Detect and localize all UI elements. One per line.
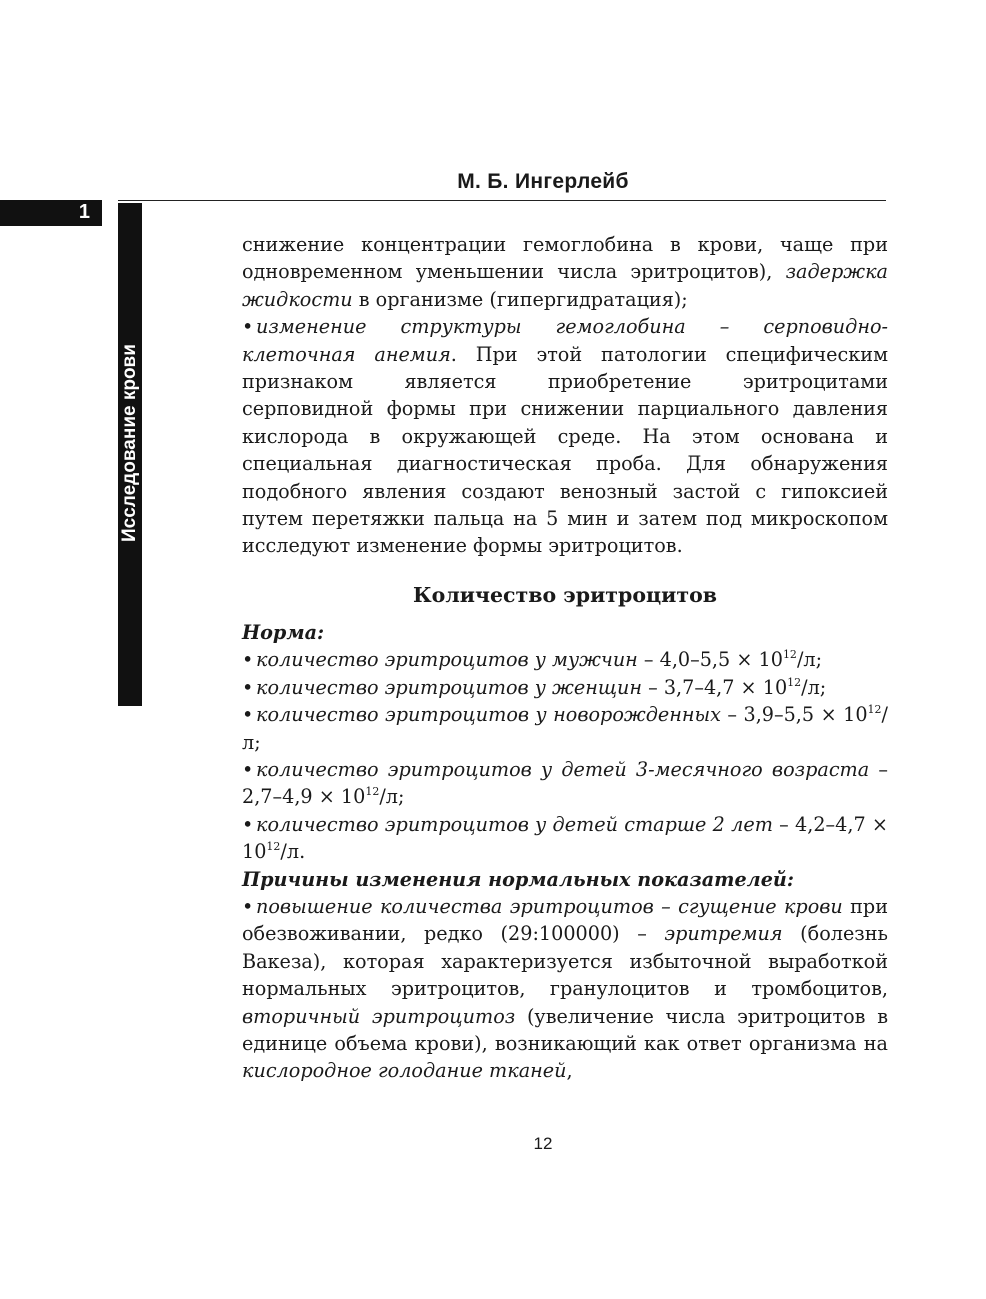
running-header-author: М. Б. Ингерлейб	[457, 170, 629, 193]
bullet-dot: •	[242, 757, 254, 781]
page-body	[242, 231, 888, 1085]
continuation-text-end: в организме (гипергидратация);	[352, 287, 688, 311]
causes-emphasis-2: эритремия	[664, 922, 783, 946]
norm-item-label: количество эритроцитов у новорожденных	[256, 703, 721, 727]
header-rule	[118, 200, 886, 201]
norm-item-value: – 3,7–4,7 × 10	[642, 675, 788, 699]
continuation-paragraph	[242, 231, 888, 313]
norm-item-value: – 2,7–4,9 × 10	[242, 757, 888, 809]
chapter-marker	[0, 200, 102, 226]
norm-item-unit: /л;	[801, 675, 827, 699]
continuation-text: снижение концентрации гемоглобина в крови, чаще при одновременном уменьшении числа эритроцитов),	[242, 233, 888, 284]
bullet-dot: •	[242, 675, 254, 699]
norm-item-value: – 3,9–5,5 × 10	[720, 703, 868, 727]
bullet-dot: •	[242, 894, 254, 918]
section-side-label: Исследование крови	[119, 344, 140, 542]
norm-item-unit: /л;	[796, 648, 823, 672]
bullet-dot: •	[242, 315, 254, 339]
section-title: Количество эритроцитов	[413, 582, 717, 607]
norm-item-exponent: 12	[787, 675, 802, 689]
causes-text-1: при обезвоживании, редко (29:100000) –	[242, 894, 888, 946]
bullet-dot: •	[242, 648, 254, 672]
causes-emphasis-1: повышение количества эритроцитов – сгущение крови	[256, 894, 843, 918]
norm-item-unit: /л.	[280, 840, 306, 864]
norm-item-label: количество эритроцитов у мужчин	[256, 648, 638, 672]
norm-item-exponent: 12	[365, 785, 380, 799]
norm-item-value: – 4,0–5,5 × 10	[637, 648, 783, 672]
norm-item-label: количество эритроцитов у женщин	[256, 675, 643, 699]
bullet-dot: •	[242, 703, 254, 727]
norm-item-label: количество эритроцитов у детей старше 2 лет	[256, 812, 773, 836]
bullet-dot: •	[242, 812, 254, 836]
norm-label: Норма:	[242, 620, 325, 644]
norm-item-unit: /л;	[379, 785, 405, 809]
causes-text-2: (болезнь Вакеза), которая характеризуется избыточной выработкой нормальных эритроцитов, гранулоцитов и тромбоцитов,	[242, 922, 888, 1001]
norm-item-3-month	[242, 756, 888, 811]
norm-item-women	[242, 674, 888, 701]
norm-item-label: количество эритроцитов у детей 3-месячного возраста	[256, 757, 870, 781]
causes-label: Причины изменения нормальных показателей:	[242, 867, 794, 891]
causes-text-4: ,	[566, 1059, 573, 1083]
causes-emphasis-4: кислородное голодание тканей	[242, 1059, 567, 1083]
norm-item-unit: /л;	[242, 703, 889, 754]
norm-item-newborn	[242, 701, 888, 756]
causes-text-3: (увеличение числа эритроцитов в единице объема крови), возникающий как ответ организма на	[242, 1004, 888, 1055]
norm-item-exponent: 12	[266, 840, 281, 854]
bullet-sickle-emphasis: изменение структуры гемоглобина – серповидно-клеточная анемия	[242, 315, 888, 366]
bullet-sickle-text: . При этой патологии специфическим признаком является приобретение эритроцитами серповидной формы при снижении парциального давления кислорода в окружающей среде. На этом основана и специальная диагностическая проба. Для обнаружения подобного явления создают венозный застой с гипоксией путем перетяжки пальца на 5 мин и затем под микроскопом исследуют изменение формы эритроцитов.	[242, 342, 888, 558]
continuation-emphasis: задержка жидкости	[242, 260, 888, 311]
norm-item-value: – 4,2–4,7 × 10	[242, 812, 888, 864]
norm-item-men	[242, 646, 888, 673]
norm-item-exponent: 12	[782, 648, 797, 662]
chapter-number: 1	[78, 201, 90, 223]
causes-emphasis-3: вторичный эритроцитоз	[242, 1004, 516, 1028]
page-number: 12	[533, 1134, 553, 1153]
norm-item-over-2-years	[242, 811, 888, 866]
section-side-tab	[118, 203, 142, 706]
bullet-causes-increase	[242, 893, 888, 1085]
bullet-sickle-cell	[242, 313, 888, 560]
norm-item-exponent: 12	[867, 703, 882, 717]
